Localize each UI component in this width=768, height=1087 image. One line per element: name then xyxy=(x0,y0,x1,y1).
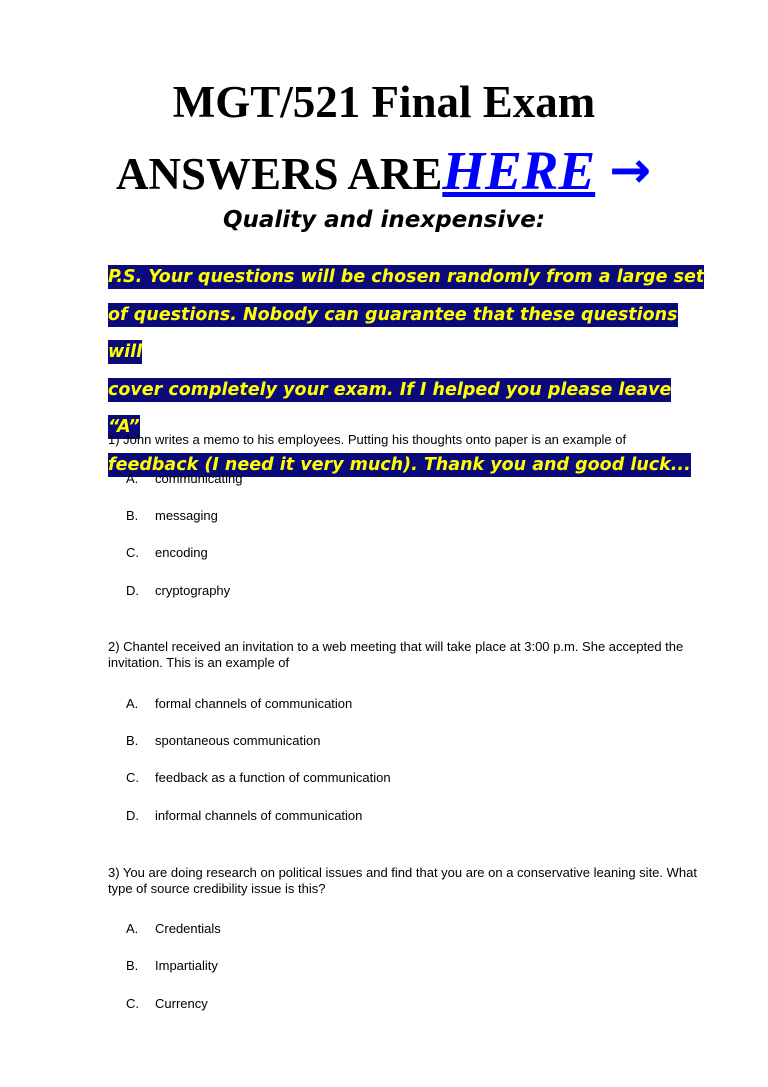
question-1-option-d xyxy=(126,583,230,599)
option-letter: C. xyxy=(126,770,139,785)
question-1-option-c xyxy=(126,545,208,561)
question-2-option-d xyxy=(126,808,362,824)
answers-heading xyxy=(116,140,651,204)
option-letter: C. xyxy=(126,996,139,1011)
question-2-text: 2) Chantel received an invitation to a web meeting that will take place at 3:00 p.m. She accepted the invitation. This is an example of xyxy=(108,639,684,670)
option-letter: C. xyxy=(126,545,139,560)
question-3-text: 3) You are doing research on political issues and find that you are on a conservative leaning site. What type of source credibility issue is this? xyxy=(108,865,697,896)
question-1-option-b xyxy=(126,508,218,524)
option-letter: A. xyxy=(126,696,139,711)
notice-line: of questions. Nobody can guarantee that these questions will xyxy=(108,304,678,362)
subtitle: Quality and inexpensive: xyxy=(222,207,546,233)
question-2-option-b xyxy=(126,733,321,749)
option-letter: D. xyxy=(126,808,139,823)
option-letter: A. xyxy=(126,921,139,936)
option-text: cryptography xyxy=(155,583,231,598)
option-text: Impartiality xyxy=(155,958,218,973)
here-link[interactable]: HERE xyxy=(442,140,596,201)
question-3-option-b xyxy=(126,958,218,974)
notice-line: feedback (I need it very much). Thank you and good luck... xyxy=(108,454,691,475)
page-title: MGT/521 Final Exam xyxy=(172,77,596,127)
option-letter: B. xyxy=(126,733,139,748)
option-text: Credentials xyxy=(155,921,221,936)
option-letter: D. xyxy=(126,583,139,598)
option-text: spontaneous communication xyxy=(155,733,321,748)
question-3-option-a xyxy=(126,921,221,937)
answers-prefix: ANSWERS ARE xyxy=(116,149,443,199)
question-2-option-a xyxy=(126,696,352,712)
option-text: encoding xyxy=(155,545,208,560)
question-2-option-c xyxy=(126,770,391,786)
option-text: informal channels of communication xyxy=(155,808,363,823)
option-text: feedback as a function of communication xyxy=(155,770,391,785)
notice-line: P.S. Your questions will be chosen randomly from a large set xyxy=(108,267,705,287)
question-1-option-a xyxy=(126,471,242,487)
option-text: communicating xyxy=(155,471,243,486)
option-text: Currency xyxy=(155,996,208,1011)
question-1-text: 1) John writes a memo to his employees. Putting his thoughts onto paper is an example of xyxy=(108,432,627,447)
option-letter: B. xyxy=(126,508,139,523)
option-text: messaging xyxy=(155,508,218,523)
option-letter: A. xyxy=(126,471,139,486)
notice-line: cover completely your exam. If I helped you please leave “A” xyxy=(108,379,672,437)
option-letter: B. xyxy=(126,958,139,973)
option-text: formal channels of communication xyxy=(155,696,353,711)
right-arrow-icon: → xyxy=(609,141,652,199)
notice-block xyxy=(108,259,708,484)
question-3-option-c xyxy=(126,996,208,1012)
